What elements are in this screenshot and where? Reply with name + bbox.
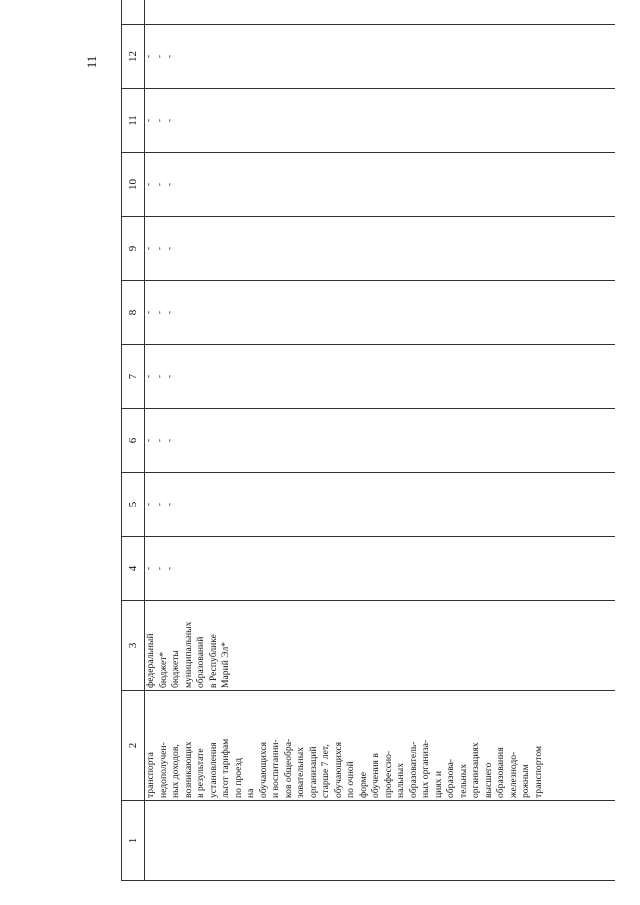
description-line: нальных — [395, 762, 406, 798]
dash-value: - — [164, 118, 175, 123]
dash-value: - — [153, 310, 165, 315]
dash-value: - — [143, 182, 154, 187]
source-line: Марий Эл* — [220, 641, 231, 688]
dash-value: - — [153, 246, 165, 251]
dash-value: - — [143, 118, 154, 123]
description-line: ков общеобра- — [282, 738, 294, 798]
dash-value — [164, 0, 177, 22]
value-cell-col6 — [145, 409, 615, 473]
header-cell-4: 4 — [122, 537, 145, 601]
description-line: льгот тарифам — [220, 738, 231, 798]
dash-value: - — [143, 374, 154, 379]
description-line: транспортом — [532, 745, 544, 798]
header-row — [122, 0, 145, 881]
description-line: циях и — [432, 770, 444, 798]
header-cell-9: 9 — [122, 217, 145, 281]
value-cell-col9 — [145, 217, 615, 281]
description-line: и воспитанни- — [270, 739, 281, 798]
header-cell-6: 6 — [122, 409, 145, 473]
value-cell-col8 — [145, 281, 615, 345]
description-line: на — [245, 788, 256, 798]
header-cell-11: 11 — [122, 89, 145, 153]
description-line: по проезд — [232, 757, 244, 798]
header-cell-8: 8 — [122, 281, 145, 345]
description-line: зовательных — [295, 747, 306, 798]
dash-value: - — [153, 438, 165, 443]
description-line: в результате — [195, 748, 206, 798]
dash-value: - — [153, 374, 165, 379]
dash-value: - — [143, 310, 154, 315]
page-number: 11 — [84, 55, 99, 69]
description-line: профессио- — [382, 750, 394, 798]
description-line: форме — [357, 772, 369, 798]
header-cell-10: 10 — [122, 153, 145, 217]
row-source-cell — [145, 601, 615, 691]
description-line: транспорта — [145, 752, 156, 798]
dash-value: - — [153, 118, 165, 123]
dash-value: - — [143, 566, 154, 571]
description-line: образования — [495, 747, 506, 798]
header-cell-1: 1 — [122, 801, 145, 881]
header-cell-7: 7 — [122, 345, 145, 409]
dash-value: - — [153, 54, 165, 59]
description-line: по очной — [345, 761, 356, 798]
source-line: федеральный — [145, 633, 156, 688]
description-line: обучающихся — [332, 741, 344, 798]
table-row — [145, 0, 615, 881]
value-cell-col7 — [145, 345, 615, 409]
row-cell-1 — [145, 801, 615, 881]
value-cell-col13 — [145, 0, 615, 25]
description-line: рожным — [520, 764, 531, 798]
header-cell-3: 3 — [122, 601, 145, 691]
description-line: установления — [207, 742, 219, 798]
description-line: образователь- — [407, 741, 419, 798]
description-line: ных доходов, — [170, 744, 181, 798]
dash-value: - — [164, 502, 175, 507]
dash-value: - — [164, 566, 175, 571]
dash-value: - — [143, 502, 154, 507]
value-cell-col5 — [145, 473, 615, 537]
source-line: муниципальных — [182, 621, 194, 688]
source-line: бюджеты — [170, 650, 181, 688]
description-line: недополучен- — [157, 742, 169, 798]
value-cell-col10 — [145, 153, 615, 217]
description-line: обучающихся — [257, 741, 269, 798]
description-line: организациях — [470, 742, 481, 798]
description-line: тельных — [457, 764, 469, 798]
description-line: образова- — [445, 758, 456, 798]
header-cell-2: 2 — [122, 691, 145, 801]
description-line: организаций — [307, 746, 319, 798]
dash-value: - — [164, 54, 175, 59]
description-line: ных организа- — [420, 739, 431, 798]
header-cell-13 — [122, 0, 145, 25]
rotated-table-region — [121, 26, 621, 881]
value-cell-col12 — [145, 25, 615, 89]
dash-value: - — [164, 246, 175, 251]
dash-value: - — [164, 438, 175, 443]
source-line: образований — [195, 636, 206, 688]
description-line: возникающих — [182, 741, 194, 798]
source-line: в Республике — [207, 634, 219, 688]
description-line: обучения в — [370, 753, 381, 798]
header-cell-5: 5 — [122, 473, 145, 537]
header-cell-12: 12 — [122, 25, 145, 89]
data-table — [121, 0, 615, 881]
description-line: высшего — [482, 762, 494, 798]
dash-value: - — [143, 438, 154, 443]
dash-value: - — [164, 374, 175, 379]
description-line: старше 7 лет, — [320, 744, 331, 798]
dash-value: - — [164, 310, 175, 315]
value-cell-col4 — [145, 537, 615, 601]
dash-value: - — [153, 566, 165, 571]
row-description-cell — [145, 691, 615, 801]
dash-value: - — [153, 182, 165, 187]
dash-value: - — [143, 54, 154, 59]
dash-value: - — [164, 182, 175, 187]
description-line: железнодо- — [507, 751, 519, 798]
source-line: бюджет* — [157, 651, 169, 688]
dash-value: - — [153, 502, 165, 507]
dash-value: - — [143, 246, 154, 251]
value-cell-col11 — [145, 89, 615, 153]
